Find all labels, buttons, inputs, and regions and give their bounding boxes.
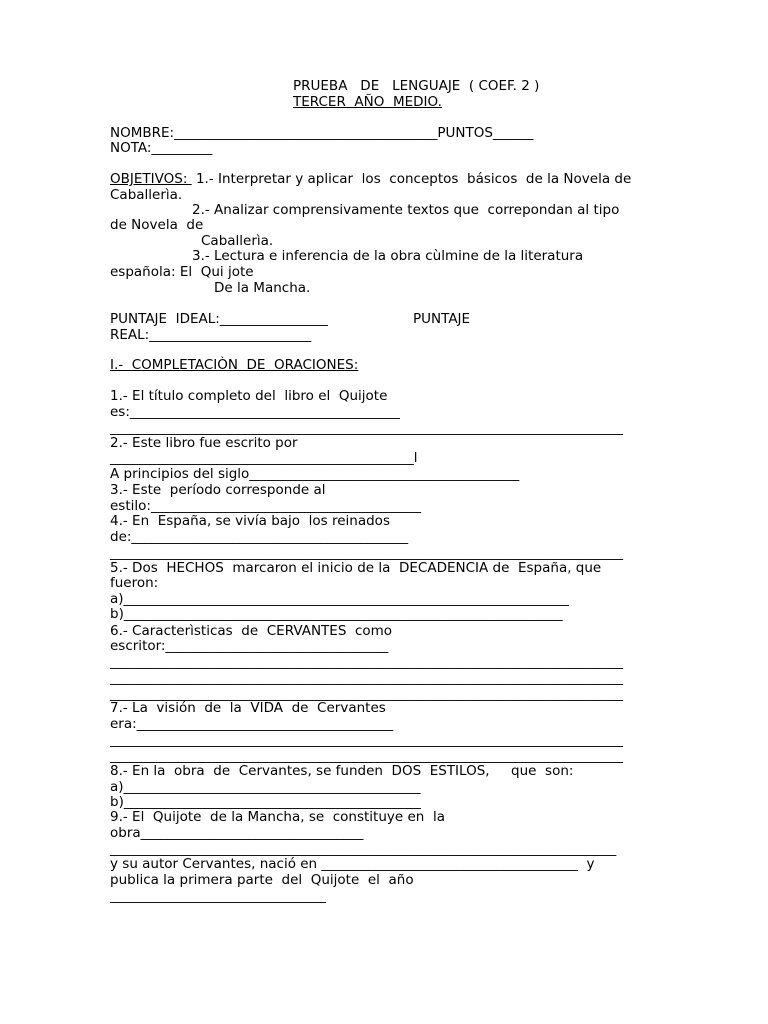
- answer-line: ____________________________________________________________________________: [110, 654, 623, 670]
- answer-line: de:_________________________________________: [110, 529, 409, 545]
- question-1: 1.- El título completo del libro el Quijote: [110, 388, 388, 404]
- nota-line: NOTA:_________: [110, 140, 213, 156]
- question-4: 4.- En España, se vivía bajo los reinados: [110, 513, 390, 529]
- section-title: I.- COMPLETACIÒN DE ORACIONES:: [110, 357, 359, 373]
- objective-2-text: 2.- Analizar comprensivamente textos que correpondan al tipo: [192, 202, 620, 218]
- question-5-cont: fueron:: [110, 575, 159, 591]
- answer-line: escritor:_________________________________: [110, 638, 389, 654]
- score-ideal-line: PUNTAJE IDEAL:________________: [110, 311, 328, 327]
- answer-line: _____________________________________________l: [110, 450, 418, 466]
- question-6: 6.- Caracterìsticas de CERVANTES como: [110, 623, 393, 639]
- question-8: 8.- En la obra de Cervantes, se funden DOS ESTILOS, que son:: [110, 763, 574, 779]
- objective-3-cont-2: De la Mancha.: [214, 280, 311, 296]
- answer-line: estilo:________________________________________: [110, 498, 421, 514]
- objectives-label: OBJETIVOS:: [110, 171, 192, 187]
- answer-line: ________________________________: [110, 888, 326, 904]
- answer-line: ____________________________________________________________________________: [110, 420, 623, 436]
- answer-line: ____________________________________________________________________________: [110, 748, 623, 764]
- name-score-line: NOMBRE:_______________________________________PUNTOS______: [110, 125, 534, 141]
- answer-line: era:______________________________________: [110, 716, 394, 732]
- question-9-cont-2: publica la primera parte del Quijote el año: [110, 872, 414, 888]
- exam-subtitle: TERCER AÑO MEDIO.: [293, 94, 442, 110]
- answer-line: ____________________________________________________________________________: [110, 670, 623, 686]
- answer-line: ____________________________________________________________________________: [110, 732, 623, 748]
- objective-1-cont: Caballerìa.: [110, 187, 183, 203]
- question-9: 9.- El Quijote de la Mancha, se constituye en la: [110, 809, 445, 825]
- objective-2-cont-2: Caballerìa.: [201, 233, 274, 249]
- objective-2-cont: de Novela de: [110, 217, 204, 233]
- answer-line: ____________________________________________________________________________: [110, 686, 623, 702]
- score-real-line: REAL:________________________: [110, 327, 312, 343]
- answer-line: ____________________________________________________________________________: [110, 545, 623, 561]
- answer-line: es:________________________________________: [110, 404, 400, 420]
- objective-3-cont: española: El Qui jote: [110, 264, 254, 280]
- objective-1-text: 1.- Interpretar y aplicar los conceptos básicos de la Novela de: [191, 171, 632, 187]
- question-5: 5.- Dos HECHOS marcaron el inicio de la DECADENCIA de España, que: [110, 560, 602, 576]
- answer-line: a)____________________________________________: [110, 779, 421, 795]
- exam-title: PRUEBA DE LENGUAJE ( COEF. 2 ): [293, 78, 540, 94]
- answer-line: ___________________________________________________________________________: [110, 841, 617, 857]
- answer-line: b)____________________________________________: [110, 794, 421, 810]
- answer-line: a)__________________________________________________________________: [110, 591, 570, 607]
- question-2-cont: A principios del siglo________________________________________: [110, 466, 520, 482]
- objectives-line-1: [110, 171, 631, 187]
- question-2: 2.- Este libro fue escrito por: [110, 435, 298, 451]
- objective-3-text: 3.- Lectura e inferencia de la obra cùlmine de la literatura: [192, 248, 584, 264]
- answer-line: obra_________________________________: [110, 825, 364, 841]
- question-7: 7.- La visión de la VIDA de Cervantes: [110, 700, 386, 716]
- answer-line: b)_________________________________________________________________: [110, 606, 563, 622]
- question-9-cont: y su autor Cervantes, nació en ______________________________________ y: [110, 856, 595, 872]
- score-real-label: PUNTAJE: [413, 311, 471, 327]
- question-3: 3.- Este período corresponde al: [110, 482, 326, 498]
